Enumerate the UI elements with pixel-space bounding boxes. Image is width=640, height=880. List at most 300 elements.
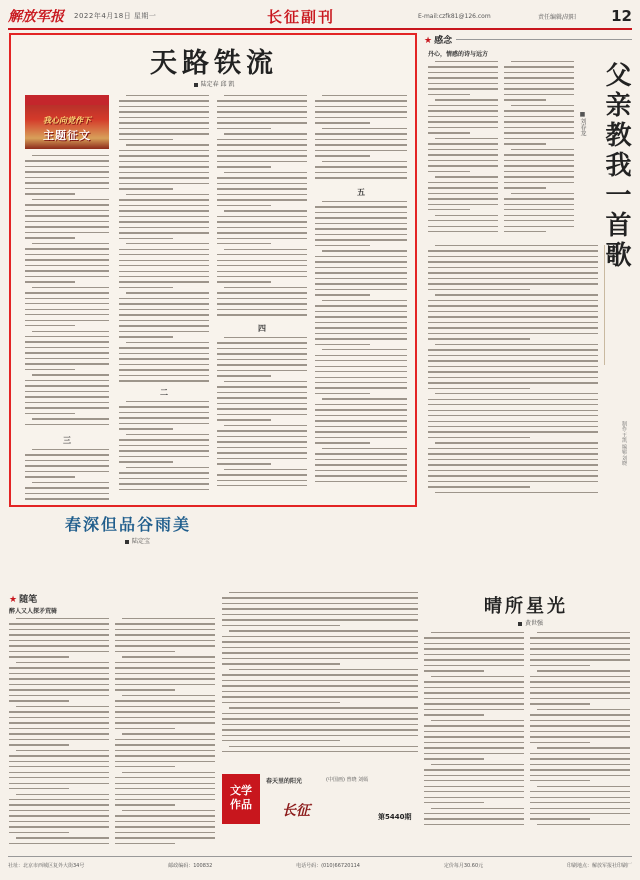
body-text-line <box>424 637 524 638</box>
article-byline: 陆定春 邱 凯 <box>139 79 289 88</box>
body-text-line <box>25 347 109 348</box>
column-divider <box>604 245 628 365</box>
footer <box>8 856 632 874</box>
body-text-line <box>504 116 574 117</box>
body-text-line <box>530 769 630 770</box>
body-text-line <box>217 447 307 448</box>
body-text-line <box>222 751 418 752</box>
body-text-line <box>9 843 109 844</box>
body-text-line <box>428 366 598 367</box>
body-text-line <box>222 724 418 725</box>
body-text-line <box>25 188 109 189</box>
body-text-line <box>119 128 209 129</box>
body-text-line <box>435 176 498 177</box>
body-text-line <box>16 662 109 663</box>
essay-article <box>9 592 217 832</box>
body-text-line <box>435 245 598 246</box>
body-text-line <box>315 212 407 213</box>
body-text-line <box>315 261 407 262</box>
body-text-line <box>115 832 215 833</box>
body-text-line <box>224 249 307 250</box>
body-text-line <box>119 150 209 151</box>
body-text-line <box>504 231 546 232</box>
article-column-4 <box>315 95 407 183</box>
body-text-line <box>424 824 524 825</box>
body-text-line <box>315 316 407 317</box>
article-column-2 <box>119 95 209 386</box>
body-text-line <box>115 629 215 630</box>
body-text-line <box>504 138 574 139</box>
body-text-line <box>32 243 109 244</box>
body-text-line <box>428 94 470 95</box>
body-text-line <box>217 463 271 464</box>
body-text-line <box>126 144 209 145</box>
banner-line2: 主题征文 <box>43 129 91 142</box>
body-text-line <box>119 249 209 250</box>
body-text-line <box>315 431 407 432</box>
body-text-line <box>315 245 370 246</box>
body-text-line <box>126 292 209 293</box>
body-text-line <box>530 802 630 803</box>
body-text-line <box>428 421 598 422</box>
body-text-line <box>435 99 498 100</box>
body-text-line <box>9 695 109 696</box>
body-text-line <box>217 183 307 184</box>
body-text-line <box>9 744 69 745</box>
body-text-line <box>9 815 109 816</box>
essay-text-2 <box>115 618 215 848</box>
body-text-line <box>424 797 524 798</box>
body-text-line <box>428 77 498 78</box>
body-text-line <box>428 316 598 317</box>
body-text-line <box>229 592 418 593</box>
body-text-line <box>537 786 630 787</box>
article-column-2b <box>119 401 209 494</box>
light-article-title: 晴所星光 <box>484 596 568 617</box>
body-text-line <box>119 347 209 348</box>
body-text-line <box>530 764 630 765</box>
body-text-line <box>222 685 418 686</box>
body-text-line <box>530 714 630 715</box>
body-text-line <box>428 160 498 161</box>
body-text-line <box>428 209 470 210</box>
footer-price: 定价每月30.60元 <box>443 863 484 869</box>
body-text-line <box>25 380 109 381</box>
body-text-line <box>315 267 407 268</box>
body-text-line <box>435 61 498 62</box>
article-title: 天路铁流 <box>150 48 278 79</box>
body-text-line <box>119 106 209 107</box>
body-text-line <box>428 426 598 427</box>
body-text-line <box>119 232 209 233</box>
body-text-line <box>9 810 109 811</box>
body-text-line <box>119 238 173 239</box>
body-text-line <box>424 714 484 715</box>
body-text-line <box>25 498 109 499</box>
body-text-line <box>115 755 215 756</box>
body-text-line <box>222 636 418 637</box>
body-text-line <box>32 331 109 332</box>
body-text-line <box>428 88 498 89</box>
body-text-line <box>119 117 209 118</box>
body-text-line <box>424 791 524 792</box>
body-text-line <box>428 431 598 432</box>
footer-postcode: 邮政编码：100832 <box>168 863 213 869</box>
body-text-line <box>217 359 307 360</box>
ad-series: (中国画) 曾晓 刘嫣 <box>326 777 369 783</box>
body-text-line <box>504 176 574 177</box>
body-text-line <box>25 465 109 466</box>
body-text-line <box>222 597 418 598</box>
body-text-line <box>9 640 109 641</box>
body-text-line <box>322 161 407 162</box>
body-text-line <box>32 199 109 200</box>
literature-ad <box>222 770 418 836</box>
body-text-line <box>428 404 598 405</box>
body-text-line <box>504 165 574 166</box>
body-text-line <box>25 487 109 488</box>
body-text-line <box>217 260 307 261</box>
body-text-line <box>315 133 407 134</box>
body-text-line <box>25 254 109 255</box>
body-text-line <box>315 366 407 367</box>
vertical-article-author: ■刘春龙 <box>579 111 586 136</box>
body-text-line <box>222 674 418 675</box>
body-text-line <box>530 775 630 776</box>
body-text-line <box>115 783 215 784</box>
body-text-line <box>428 261 598 262</box>
body-text-line <box>122 733 215 734</box>
body-text-line <box>119 445 209 446</box>
article-column-1 <box>25 155 109 429</box>
body-text-line <box>119 221 209 222</box>
body-text-line <box>424 736 524 737</box>
body-text-line <box>315 294 370 295</box>
body-text-line <box>315 333 407 334</box>
body-text-line <box>428 322 598 323</box>
body-text-line <box>222 713 418 714</box>
body-text-line <box>119 309 209 310</box>
body-text-line <box>217 194 307 195</box>
body-text-line <box>315 404 407 405</box>
body-text-line <box>115 826 215 827</box>
body-text-line <box>315 382 407 383</box>
body-text-line <box>511 193 574 194</box>
contact-email: E-mail:czfk81@126.com <box>418 12 491 20</box>
body-text-line <box>428 187 498 188</box>
body-text-line <box>222 702 340 703</box>
changzheng-logo: 长征 <box>282 803 310 819</box>
body-text-line <box>25 363 109 364</box>
issue-date: 2022年4月18日 星期一 <box>74 12 157 20</box>
body-text-line <box>424 758 484 759</box>
body-text-line <box>217 419 271 420</box>
body-text-line <box>315 322 407 323</box>
body-text-line <box>217 458 307 459</box>
body-text-line <box>424 703 524 704</box>
body-text-line <box>32 482 109 483</box>
body-text-line <box>115 645 215 646</box>
body-text-line <box>504 182 574 183</box>
body-text-line <box>530 813 630 814</box>
body-text-line <box>9 667 109 668</box>
body-text-line <box>119 216 209 217</box>
body-text-line <box>315 228 407 229</box>
body-text-line <box>119 276 209 277</box>
body-text-line <box>119 183 209 184</box>
body-text-line <box>115 843 175 844</box>
body-text-line <box>119 271 209 272</box>
body-text-line <box>217 128 271 129</box>
light-text-2 <box>530 632 630 829</box>
body-text-line <box>431 632 524 633</box>
body-text-line <box>315 289 407 290</box>
body-text-line <box>428 250 598 251</box>
body-text-line <box>222 614 418 615</box>
body-text-line <box>504 198 574 199</box>
body-text-line <box>217 281 271 282</box>
body-text-line <box>16 837 109 838</box>
body-text-line <box>115 728 175 729</box>
body-text-line <box>119 172 209 173</box>
body-text-line <box>119 205 209 206</box>
body-text-line <box>217 309 307 310</box>
body-text-line <box>217 144 307 145</box>
body-text-line <box>504 127 574 128</box>
body-text-line <box>115 777 215 778</box>
body-text-line <box>428 289 530 290</box>
essay-text-1 <box>9 618 109 848</box>
body-text-line <box>115 717 215 718</box>
body-text-line <box>424 665 524 666</box>
body-text-line <box>424 747 524 748</box>
body-text-line <box>530 654 630 655</box>
body-text-line <box>435 215 498 216</box>
body-text-line <box>315 311 407 312</box>
body-text-line <box>217 375 271 376</box>
body-text-line <box>315 150 407 151</box>
body-text-line <box>25 314 109 315</box>
body-text-line <box>9 673 109 674</box>
campaign-banner-image <box>25 95 109 149</box>
column-editor-note: 制作·王凯 编辑·刘晓 <box>621 421 627 466</box>
body-text-line <box>32 287 109 288</box>
lower-article-author: 陆定宝 <box>125 536 150 545</box>
body-text-line <box>504 66 574 67</box>
body-text-line <box>126 401 209 402</box>
body-text-line <box>16 794 109 795</box>
body-text-line <box>119 303 209 304</box>
body-text-line <box>217 364 307 365</box>
body-text-line <box>25 407 109 408</box>
body-text-line <box>119 450 209 451</box>
body-text-line <box>530 665 590 666</box>
body-text-line <box>217 122 307 123</box>
body-text-line <box>217 403 307 404</box>
body-text-line <box>119 199 209 200</box>
body-text-line <box>119 406 209 407</box>
body-text-line <box>431 676 524 677</box>
body-text-line <box>222 647 418 648</box>
body-text-line <box>115 804 175 805</box>
body-text-line <box>428 475 598 476</box>
body-text-line <box>217 452 307 453</box>
body-text-line <box>25 303 109 304</box>
body-text-line <box>315 442 370 443</box>
article-column-3 <box>217 95 307 320</box>
body-text-line <box>322 250 407 251</box>
ad-issue-number: 第5440期 <box>378 813 412 821</box>
body-text-line <box>9 755 109 756</box>
body-text-line <box>25 325 75 326</box>
body-text-line <box>119 375 209 376</box>
body-text-line <box>115 722 215 723</box>
body-text-line <box>322 398 407 399</box>
body-text-line <box>530 648 630 649</box>
body-text-line <box>25 413 75 414</box>
body-text-line <box>9 645 109 646</box>
body-text-line <box>315 177 407 178</box>
body-text-line <box>122 772 215 773</box>
body-text-line <box>25 226 109 227</box>
body-text-line <box>217 271 307 272</box>
body-text-line <box>217 216 307 217</box>
body-text-line <box>25 336 109 337</box>
body-text-line <box>16 706 109 707</box>
body-text-line <box>504 160 574 161</box>
body-text-line <box>25 281 75 282</box>
badge-line1: 文学 <box>230 784 252 797</box>
body-text-line <box>25 493 109 494</box>
body-text-line <box>119 461 173 462</box>
body-text-line <box>504 204 574 205</box>
body-text-line <box>530 725 630 726</box>
body-text-line <box>9 651 109 652</box>
body-text-line <box>126 194 209 195</box>
section-number-4: 四 <box>258 323 266 333</box>
body-text-line <box>217 106 307 107</box>
body-text-line <box>217 314 307 315</box>
body-text-line <box>229 746 418 747</box>
body-text-line <box>428 388 530 389</box>
body-text-line <box>537 670 630 671</box>
body-text-line <box>9 722 109 723</box>
main-article <box>9 33 417 507</box>
body-text-line <box>115 706 215 707</box>
body-text-line <box>25 270 109 271</box>
body-text-line <box>115 684 215 685</box>
body-text-line <box>428 300 598 301</box>
body-text-line <box>115 700 215 701</box>
body-text-line <box>428 333 598 334</box>
body-text-line <box>315 172 407 173</box>
body-text-line <box>315 453 407 454</box>
body-text-line <box>424 687 524 688</box>
body-text-line <box>119 472 209 473</box>
body-text-line <box>530 720 630 721</box>
body-text-line <box>315 377 407 378</box>
body-text-line <box>119 358 209 359</box>
essay-tag-label: 随笔 <box>19 595 38 605</box>
body-text-line <box>224 381 307 382</box>
body-text-line <box>435 344 598 345</box>
body-text-line <box>222 608 418 609</box>
right-column-text-2 <box>504 61 574 237</box>
body-text-line <box>428 464 598 465</box>
body-text-line <box>217 342 307 343</box>
body-text-line <box>428 448 598 449</box>
body-text-line <box>504 187 546 188</box>
body-text-line <box>222 625 340 626</box>
body-text-line <box>119 456 209 457</box>
body-text-line <box>32 374 109 375</box>
body-text-line <box>217 188 307 189</box>
body-text-line <box>530 742 590 743</box>
body-text-line <box>217 100 307 101</box>
body-text-line <box>115 739 215 740</box>
body-text-line <box>222 603 418 604</box>
body-text-line <box>428 121 498 122</box>
body-text-line <box>25 177 109 178</box>
body-text-line <box>217 276 307 277</box>
body-text-line <box>315 459 407 460</box>
body-text-line <box>428 220 498 221</box>
body-text-line <box>119 320 209 321</box>
body-text-line <box>424 818 524 819</box>
body-text-line <box>32 155 109 156</box>
body-text-line <box>222 663 340 664</box>
body-text-line <box>424 654 524 655</box>
body-text-line <box>504 171 574 172</box>
body-text-line <box>428 399 598 400</box>
body-text-line <box>25 385 109 386</box>
body-text-line <box>435 492 598 493</box>
body-text-line <box>222 658 418 659</box>
body-text-line <box>315 415 407 416</box>
body-text-line <box>530 676 630 677</box>
body-text-line <box>217 485 307 486</box>
footer-address: 社址：北京市西城区复外大街34号 <box>8 863 85 869</box>
body-text-line <box>428 127 498 128</box>
body-text-line <box>322 201 407 202</box>
section-number-2: 二 <box>160 387 168 397</box>
body-text-line <box>119 133 209 134</box>
body-text-line <box>511 149 574 150</box>
body-text-line <box>115 640 215 641</box>
body-text-line <box>530 736 630 737</box>
body-text-line <box>504 154 574 155</box>
body-text-line <box>32 418 109 419</box>
body-text-line <box>119 139 173 140</box>
footer-print: 印刷地点：解放军报社印刷厂 <box>566 863 632 869</box>
body-text-line <box>25 232 109 233</box>
body-text-line <box>119 314 209 315</box>
body-text-line <box>428 231 498 232</box>
body-text-line <box>224 210 307 211</box>
body-text-line <box>115 662 215 663</box>
body-text-line <box>217 386 307 387</box>
body-text-line <box>119 331 209 332</box>
body-text-line <box>115 766 175 767</box>
body-text-line <box>315 139 407 140</box>
body-text-line <box>315 155 370 156</box>
body-text-line <box>315 481 407 482</box>
body-text-line <box>424 786 524 787</box>
body-text-line <box>119 369 209 370</box>
body-text-line <box>25 369 75 370</box>
body-text-line <box>9 623 109 624</box>
body-text-line <box>428 272 598 273</box>
